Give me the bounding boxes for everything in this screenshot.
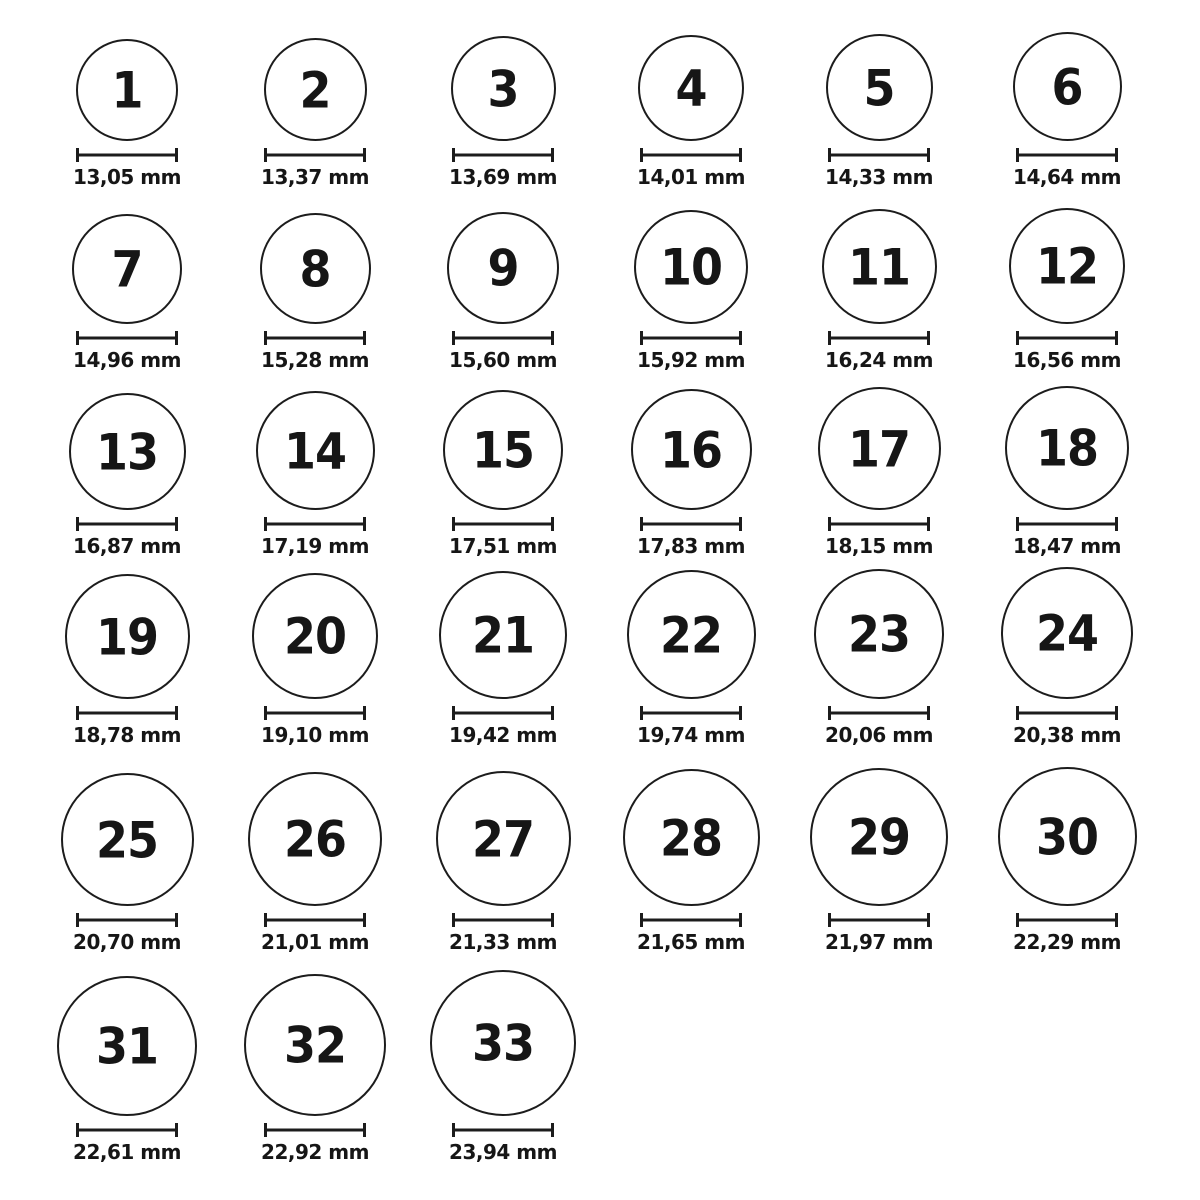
ring-size-circle — [638, 35, 744, 141]
diameter-label: 22,92 mm — [261, 1140, 369, 1164]
diameter-measure-bar — [1016, 913, 1118, 927]
diameter-label: 19,42 mm — [449, 723, 557, 747]
diameter-label: 20,38 mm — [1013, 723, 1121, 747]
diameter-label: 19,74 mm — [637, 723, 745, 747]
diameter-measure-bar — [264, 331, 366, 345]
diameter-label: 14,96 mm — [73, 348, 181, 372]
diameter-measure-bar — [76, 331, 178, 345]
diameter-measure-bar — [1016, 706, 1118, 720]
diameter-measure-bar — [76, 913, 178, 927]
ring-size-cell — [597, 562, 785, 751]
ring-size-cell — [597, 376, 785, 562]
ring-size-cell — [221, 193, 409, 376]
ring-size-cell — [33, 193, 221, 376]
ring-size-number: 13 — [95, 422, 158, 481]
chart-row — [33, 376, 1200, 562]
diameter-label: 18,15 mm — [825, 534, 933, 558]
diameter-label: 17,19 mm — [261, 534, 369, 558]
ring-size-number: 3 — [487, 59, 519, 118]
ring-size-circle — [72, 214, 182, 324]
ring-size-circle — [826, 34, 933, 141]
ring-size-number: 25 — [95, 810, 158, 869]
ring-size-cell — [409, 0, 597, 193]
diameter-measure-bar — [640, 148, 742, 162]
diameter-measure-bar — [828, 331, 930, 345]
ring-size-cell — [785, 0, 973, 193]
ring-size-cell — [785, 562, 973, 751]
ring-size-number: 1 — [111, 60, 143, 120]
diameter-label: 22,61 mm — [73, 1140, 181, 1164]
ring-size-circle — [57, 976, 197, 1116]
diameter-measure-bar — [264, 148, 366, 162]
ring-size-number: 9 — [487, 238, 519, 298]
ring-size-cell — [973, 376, 1161, 562]
ring-size-number: 30 — [1035, 807, 1098, 866]
diameter-measure-bar — [76, 148, 178, 162]
ring-size-cell — [33, 0, 221, 193]
ring-size-number: 2 — [299, 60, 331, 119]
ring-size-cell — [221, 751, 409, 958]
chart-row — [33, 193, 1200, 376]
ring-size-number: 18 — [1035, 418, 1098, 478]
ring-size-circle — [443, 390, 563, 510]
ring-size-number: 24 — [1035, 603, 1098, 663]
diameter-measure-bar — [640, 517, 742, 531]
ring-size-number: 27 — [471, 809, 534, 868]
diameter-label: 15,60 mm — [449, 348, 557, 372]
ring-size-circle — [818, 387, 941, 510]
diameter-measure-bar — [828, 706, 930, 720]
diameter-label: 13,69 mm — [449, 165, 557, 189]
ring-size-circle — [256, 391, 375, 510]
diameter-label: 14,01 mm — [637, 165, 745, 189]
diameter-label: 21,01 mm — [261, 930, 369, 954]
diameter-measure-bar — [1016, 148, 1118, 162]
diameter-label: 21,97 mm — [825, 930, 933, 954]
diameter-measure-bar — [264, 1123, 366, 1137]
diameter-measure-bar — [264, 706, 366, 720]
diameter-label: 14,64 mm — [1013, 165, 1121, 189]
diameter-label: 13,05 mm — [73, 165, 181, 189]
diameter-measure-bar — [76, 517, 178, 531]
diameter-measure-bar — [828, 148, 930, 162]
diameter-label: 22,29 mm — [1013, 930, 1121, 954]
diameter-label: 21,33 mm — [449, 930, 557, 954]
diameter-label: 17,51 mm — [449, 534, 557, 558]
ring-size-cell — [409, 958, 597, 1168]
ring-size-number: 23 — [847, 604, 910, 664]
diameter-label: 20,70 mm — [73, 930, 181, 954]
diameter-measure-bar — [76, 706, 178, 720]
ring-size-number: 12 — [1035, 236, 1098, 296]
ring-size-circle — [69, 393, 186, 510]
diameter-measure-bar — [640, 331, 742, 345]
ring-size-circle — [998, 767, 1137, 906]
ring-size-cell — [409, 376, 597, 562]
ring-size-cell — [973, 751, 1161, 958]
chart-row — [33, 751, 1200, 958]
ring-size-number: 14 — [283, 421, 346, 480]
diameter-measure-bar — [452, 706, 554, 720]
ring-size-cell — [409, 562, 597, 751]
diameter-measure-bar — [828, 517, 930, 531]
ring-size-circle — [1013, 32, 1122, 141]
ring-size-circle — [439, 571, 567, 699]
ring-size-cell — [785, 376, 973, 562]
ring-size-circle — [451, 36, 556, 141]
ring-size-number: 10 — [659, 237, 722, 297]
ring-size-circle — [252, 573, 378, 699]
ring-size-number: 15 — [471, 420, 534, 480]
ring-size-circle — [627, 570, 756, 699]
ring-size-circle — [447, 212, 559, 324]
ring-size-cell — [597, 751, 785, 958]
ring-size-circle — [264, 38, 367, 141]
ring-size-circle — [260, 213, 371, 324]
ring-size-number: 26 — [283, 809, 346, 869]
ring-size-circle — [248, 772, 382, 906]
ring-size-number: 11 — [847, 237, 910, 296]
ring-size-circle — [65, 574, 190, 699]
ring-size-number: 7 — [111, 239, 143, 299]
ring-size-cell — [221, 0, 409, 193]
ring-size-circle — [623, 769, 760, 906]
ring-size-cell — [973, 562, 1161, 751]
diameter-label: 16,87 mm — [73, 534, 181, 558]
ring-size-circle — [244, 974, 386, 1116]
diameter-label: 20,06 mm — [825, 723, 933, 747]
diameter-label: 15,28 mm — [261, 348, 369, 372]
ring-size-number: 16 — [659, 420, 722, 479]
diameter-label: 17,83 mm — [637, 534, 745, 558]
diameter-label: 18,78 mm — [73, 723, 181, 747]
ring-size-number: 28 — [659, 808, 722, 867]
ring-size-number: 5 — [863, 58, 895, 117]
ring-size-number: 19 — [95, 607, 158, 666]
ring-size-cell — [785, 193, 973, 376]
ring-size-cell — [973, 0, 1161, 193]
ring-size-cell — [221, 958, 409, 1168]
diameter-measure-bar — [452, 913, 554, 927]
chart-row — [33, 562, 1200, 751]
ring-size-number: 31 — [95, 1016, 158, 1076]
ring-size-cell — [973, 193, 1161, 376]
ring-size-number: 29 — [847, 807, 910, 867]
ring-size-circle — [822, 209, 937, 324]
diameter-measure-bar — [640, 706, 742, 720]
ring-size-number: 8 — [299, 239, 331, 298]
diameter-measure-bar — [452, 331, 554, 345]
diameter-label: 13,37 mm — [261, 165, 369, 189]
diameter-label: 18,47 mm — [1013, 534, 1121, 558]
ring-size-cell — [597, 0, 785, 193]
diameter-measure-bar — [640, 913, 742, 927]
ring-size-cell — [33, 751, 221, 958]
diameter-label: 19,10 mm — [261, 723, 369, 747]
ring-size-number: 33 — [471, 1013, 534, 1073]
ring-size-circle — [634, 210, 748, 324]
ring-size-circle — [810, 768, 948, 906]
diameter-label: 16,56 mm — [1013, 348, 1121, 372]
ring-size-number: 32 — [283, 1015, 346, 1075]
diameter-measure-bar — [76, 1123, 178, 1137]
chart-row — [33, 0, 1200, 193]
diameter-label: 16,24 mm — [825, 348, 933, 372]
diameter-measure-bar — [828, 913, 930, 927]
ring-size-cell — [221, 376, 409, 562]
diameter-measure-bar — [1016, 331, 1118, 345]
ring-size-cell — [33, 958, 221, 1168]
ring-size-circle — [61, 773, 194, 906]
diameter-label: 21,65 mm — [637, 930, 745, 954]
diameter-measure-bar — [452, 1123, 554, 1137]
diameter-measure-bar — [264, 517, 366, 531]
ring-size-circle — [1009, 208, 1125, 324]
diameter-measure-bar — [452, 517, 554, 531]
ring-size-number: 20 — [283, 606, 346, 666]
diameter-measure-bar — [1016, 517, 1118, 531]
diameter-label: 14,33 mm — [825, 165, 933, 189]
ring-size-cell — [785, 751, 973, 958]
chart-row — [33, 958, 1200, 1168]
ring-size-circle — [631, 389, 752, 510]
ring-size-number: 6 — [1051, 57, 1083, 116]
diameter-measure-bar — [452, 148, 554, 162]
ring-size-circle — [1001, 567, 1133, 699]
ring-size-circle — [1005, 386, 1129, 510]
ring-size-number: 4 — [675, 58, 707, 118]
ring-size-number: 17 — [847, 419, 910, 478]
ring-size-cell — [409, 751, 597, 958]
ring-size-cell — [409, 193, 597, 376]
ring-size-cell — [597, 193, 785, 376]
ring-size-cell — [221, 562, 409, 751]
ring-size-cell — [33, 376, 221, 562]
diameter-label: 15,92 mm — [637, 348, 745, 372]
diameter-measure-bar — [264, 913, 366, 927]
diameter-label: 23,94 mm — [449, 1140, 557, 1164]
ring-size-circle — [76, 39, 178, 141]
ring-size-grid — [33, 0, 1200, 1168]
ring-size-circle — [436, 771, 571, 906]
ring-size-number: 22 — [659, 605, 722, 664]
ring-size-circle — [430, 970, 576, 1116]
ring-size-number: 21 — [471, 605, 534, 665]
ring-size-circle — [814, 569, 944, 699]
ring-size-cell — [33, 562, 221, 751]
